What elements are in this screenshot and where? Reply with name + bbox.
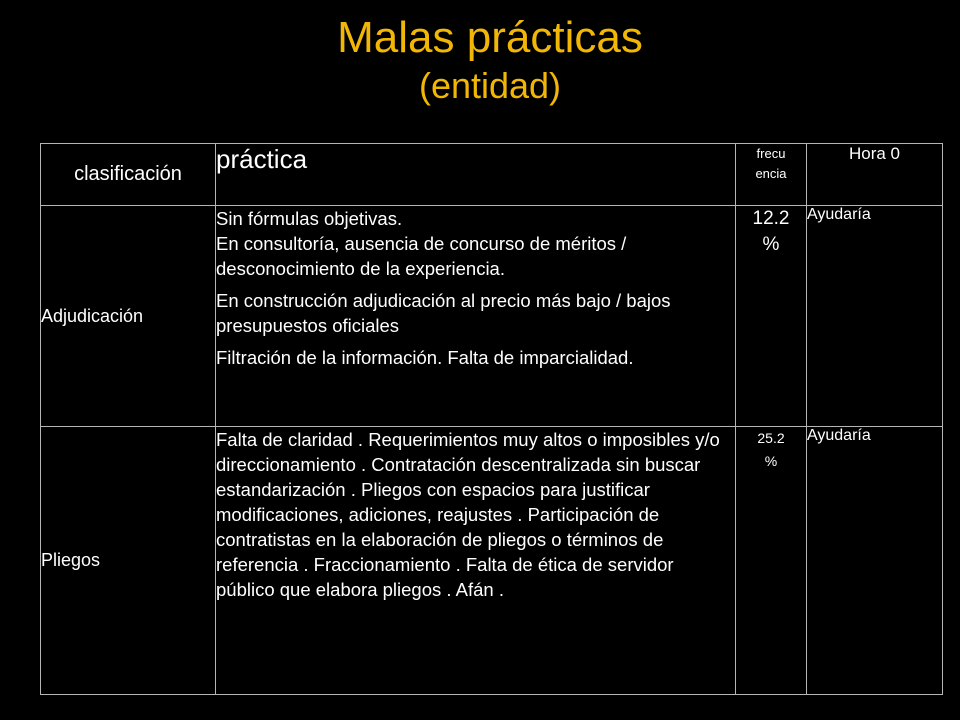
cell-hora: Ayudaría xyxy=(807,206,943,427)
practices-table xyxy=(40,143,943,695)
cell-frecuencia xyxy=(736,206,807,427)
practica-paragraph: Falta de claridad . Requerimientos muy altos o imposibles y/o direccionamiento . Contratación descentralizada sin buscar estandarización . Pliegos con espacios para justificar modificaciones, adiciones, reajustes . Participación de contratistas en la elaboración de pliegos o términos de referencia . Fraccionamiento . Falta de ética de servidor público que elabora pliegos . Afán . xyxy=(216,429,720,600)
header-hora: Hora 0 xyxy=(807,144,943,206)
cell-clasificacion: Pliegos xyxy=(41,427,216,695)
title-main: Malas prácticas xyxy=(337,13,643,62)
practica-paragraph: Sin fórmulas objetivas. En consultoría, ausencia de concurso de méritos / desconocimiento de la experiencia. xyxy=(216,208,627,279)
header-practica: práctica xyxy=(216,144,736,206)
slide-title xyxy=(0,12,960,108)
header-clasificacion: clasificación xyxy=(41,144,216,206)
table-header-row xyxy=(41,144,943,206)
table-row xyxy=(41,427,943,695)
title-subtitle: (entidad) xyxy=(418,65,562,106)
header-frecuencia-line1: frecu xyxy=(756,146,786,161)
cell-clasificacion: Adjudicación xyxy=(41,206,216,427)
cell-practica xyxy=(216,206,736,427)
cell-hora: Ayudaría xyxy=(807,427,943,695)
header-frecuencia xyxy=(736,144,807,206)
cell-frecuencia xyxy=(736,427,807,695)
frecuencia-unit: % xyxy=(762,234,780,255)
frecuencia-value: 12.2 xyxy=(752,208,790,229)
header-frecuencia-line2: encia xyxy=(755,166,787,181)
table-row xyxy=(41,206,943,427)
frecuencia-unit: % xyxy=(764,453,778,469)
cell-practica xyxy=(216,427,736,695)
practica-paragraph: Filtración de la información. Falta de imparcialidad. xyxy=(216,347,634,368)
practica-paragraph: En construcción adjudicación al precio más bajo / bajos presupuestos oficiales xyxy=(216,290,671,336)
frecuencia-value: 25.2 xyxy=(757,430,785,446)
